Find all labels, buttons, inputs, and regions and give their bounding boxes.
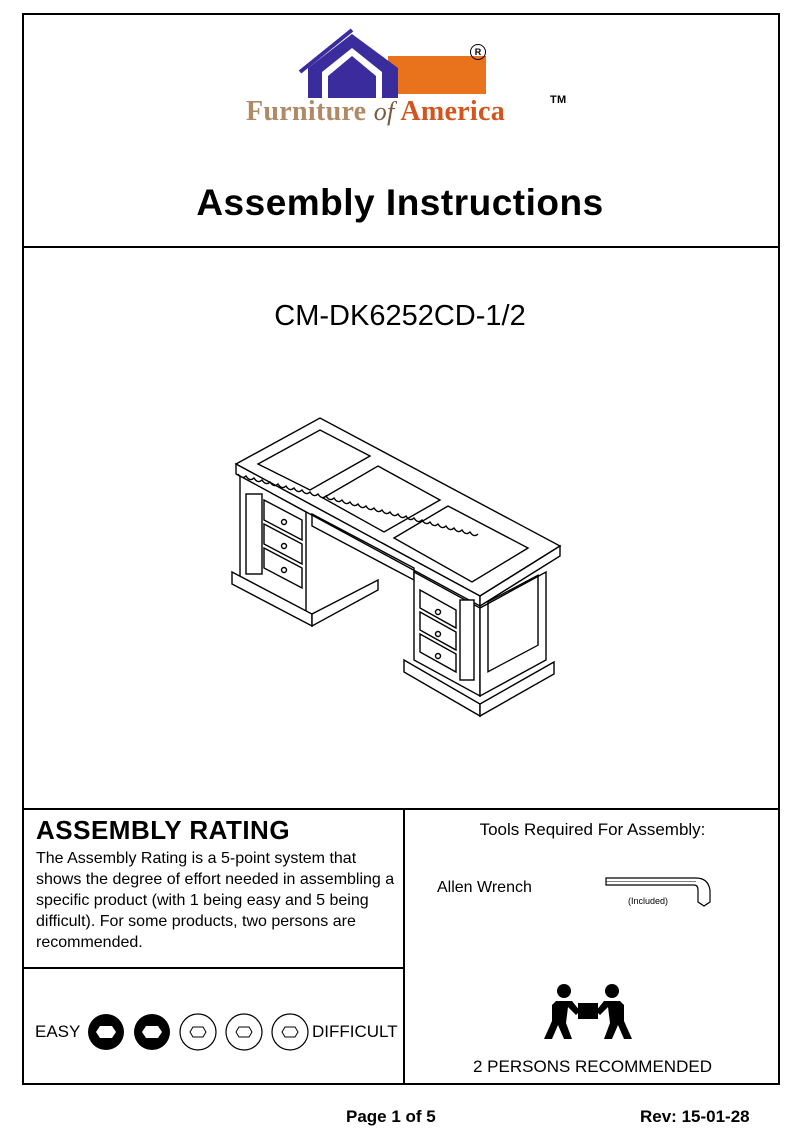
page-title: Assembly Instructions [196, 182, 604, 223]
easy-label: EASY [35, 1022, 81, 1041]
brand-word-of: of [373, 97, 395, 126]
divider-rating [22, 967, 405, 969]
persons-recommended: 2 PERSONS RECOMMENDED [473, 1057, 712, 1076]
model-number: CM-DK6252CD-1/2 [274, 300, 526, 332]
tools-title: Tools Required For Assembly: [479, 820, 706, 839]
rating-dot-3-empty [178, 1012, 218, 1052]
brand-word-furniture: Furniture [246, 96, 367, 127]
desk-illustration [228, 414, 568, 724]
tool-name: Allen Wrench [437, 879, 532, 896]
trademark-mark: TM [550, 94, 567, 106]
brand-word-america: America [400, 96, 506, 127]
two-persons-lifting-icon [538, 983, 638, 1041]
rating-dot-1-filled [86, 1012, 126, 1052]
revision: Rev: 15-01-28 [640, 1107, 750, 1126]
page-number: Page 1 of 5 [346, 1107, 436, 1126]
rating-dot-4-empty [224, 1012, 264, 1052]
brand-wordmark [246, 94, 567, 128]
registered-mark: R [470, 44, 486, 60]
divider-vertical [403, 808, 405, 1085]
rating-title: ASSEMBLY RATING [36, 815, 291, 845]
rating-dot-2-filled [132, 1012, 172, 1052]
tool-note: (Included) [628, 896, 669, 906]
divider-header [22, 246, 780, 248]
rating-dot-5-empty [270, 1012, 310, 1052]
difficult-label: DIFFICULT [312, 1022, 398, 1041]
divider-product [22, 808, 780, 810]
allen-wrench-icon [604, 872, 714, 912]
rating-description: The Assembly Rating is a 5-point system that shows the degree of effort needed in assembling a specific product (with 1 being easy and 5 being difficult). For some products, two persons are recommended. [36, 850, 395, 951]
